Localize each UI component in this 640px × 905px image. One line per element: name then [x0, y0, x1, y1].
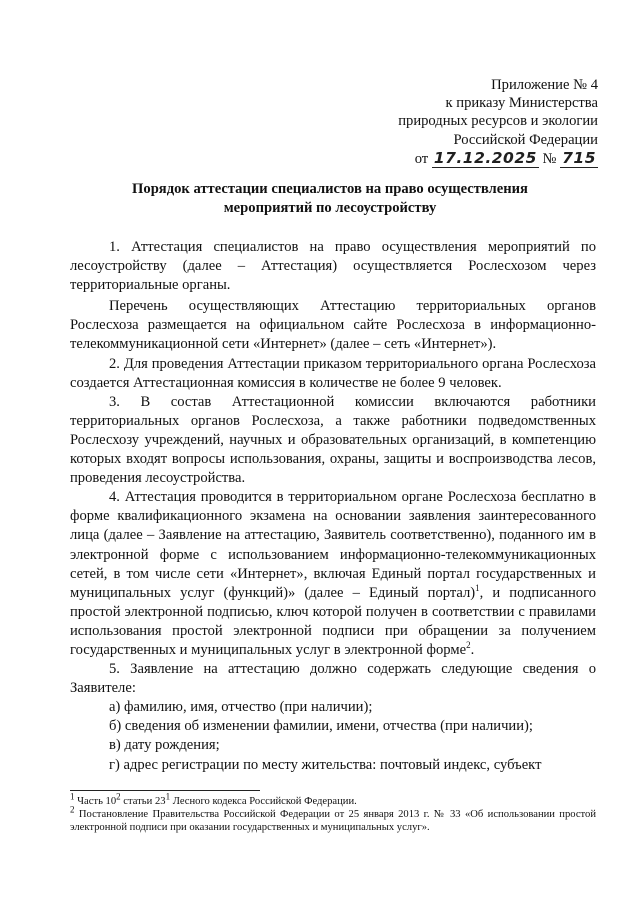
annex-country: Российской Федерации: [453, 131, 598, 148]
annex-order-ref: к приказу Министерства: [445, 95, 598, 112]
handwritten-number: 715: [562, 148, 596, 167]
footnote-ref-2: 2: [466, 640, 471, 651]
paragraph-2: 2. Для проведения Аттестации приказом территориального органа Рослесхоза создается Аттестационная комиссия в количестве не более 9 человек.: [70, 355, 596, 391]
footnote-1-text-a: Часть 10: [74, 796, 117, 807]
paragraph-3: 3. В состав Аттестационной комиссии включаются работники территориальных органов Рослесхоза, а также работники подведомственных Рослесхозу учреждений, научных и образовательных организаций, в компетенцию которых входят вопросы использования, охраны, защиты и воспроизводства лесов, проведения лесоустройства.: [70, 393, 596, 487]
paragraph-5: 5. Заявление на аттестацию должно содержать следующие сведения о Заявителе:: [70, 661, 596, 697]
footnote-2: [70, 804, 596, 834]
paragraph-4-text-c: .: [470, 641, 475, 658]
footnote-1: [70, 791, 596, 808]
footnote-1-text-c: Лесного кодекса Российской Федерации.: [170, 796, 357, 807]
document-title: [70, 180, 590, 218]
footnote-2-mark: 2: [70, 804, 75, 815]
paragraph-4-text-b: , и подписанного простой электронной подписью, ключ которой получен в соответствии с правилами использования простой электронной подписи при обращении за получением государственных и муниципальных услуг в электронной форме: [70, 584, 596, 658]
paragraph-4: [70, 488, 596, 660]
date-prefix: от: [414, 150, 429, 167]
footnote-1-text-b: статьи 23: [120, 796, 166, 807]
annex-header: [398, 76, 598, 168]
list-item-c: в) дату рождения;: [109, 737, 220, 754]
paragraph-1: 1. Аттестация специалистов на право осуществления мероприятий по лесоустройству (далее – Аттестация) осуществляется Рослесхозом через территориальные органы.: [70, 239, 596, 294]
footnote-1-sup-b: 1: [165, 791, 171, 802]
annex-number: Приложение № 4: [491, 77, 598, 93]
annex-date-line: [398, 149, 598, 168]
title-line-1: Порядок аттестации специалистов на право осуществления: [132, 181, 528, 197]
number-prefix: №: [542, 150, 557, 167]
list-item-a: а) фамилию, имя, отчество (при наличии);: [109, 699, 373, 716]
footnote-2-text: Постановление Правительства Российской Федерации от 25 января 2013 г. № 33 «Об использовании простой электронной подписи при оказании государственных и муниципальных услуг».: [70, 809, 596, 833]
title-line-2: мероприятий по лесоустройству: [223, 200, 437, 216]
handwritten-date: 17.12.2025: [433, 148, 537, 167]
paragraph-territorial-list: Перечень осуществляющих Аттестацию территориальных органов Рослесхоза размещается на официальном сайте Рослесхоза в информационно-телекоммуникационной сети «Интернет» (далее – сеть «Интернет»).: [70, 298, 596, 353]
annex-ministry: природных ресурсов и экологии: [398, 113, 598, 130]
footnote-1-mark: 1: [70, 791, 75, 802]
footnote-1-sup-a: 2: [116, 791, 121, 802]
list-item-d: г) адрес регистрации по месту жительства: почтовый индекс, субъект: [109, 756, 542, 773]
paragraph-4-text-a: 4. Аттестация проводится в территориальном органе Рослесхоза бесплатно в форме квалификационного экзамена на основании заявления заинтересованного лица (далее – Заявление на аттестацию, Заявитель соответственно), поданного им в электронной форме с использованием информационно-телекоммуникационных сетей, в том числе сети «Интернет», включая Единый портал государственных и муниципальных услуг (функций)» (далее – Единый портал): [70, 489, 596, 601]
document-body: [70, 238, 596, 775]
list-item-b: б) сведения об изменении фамилии, имени, отчества (при наличии);: [109, 718, 533, 735]
footnotes: [70, 791, 596, 834]
footnote-ref-1: 1: [475, 582, 480, 593]
